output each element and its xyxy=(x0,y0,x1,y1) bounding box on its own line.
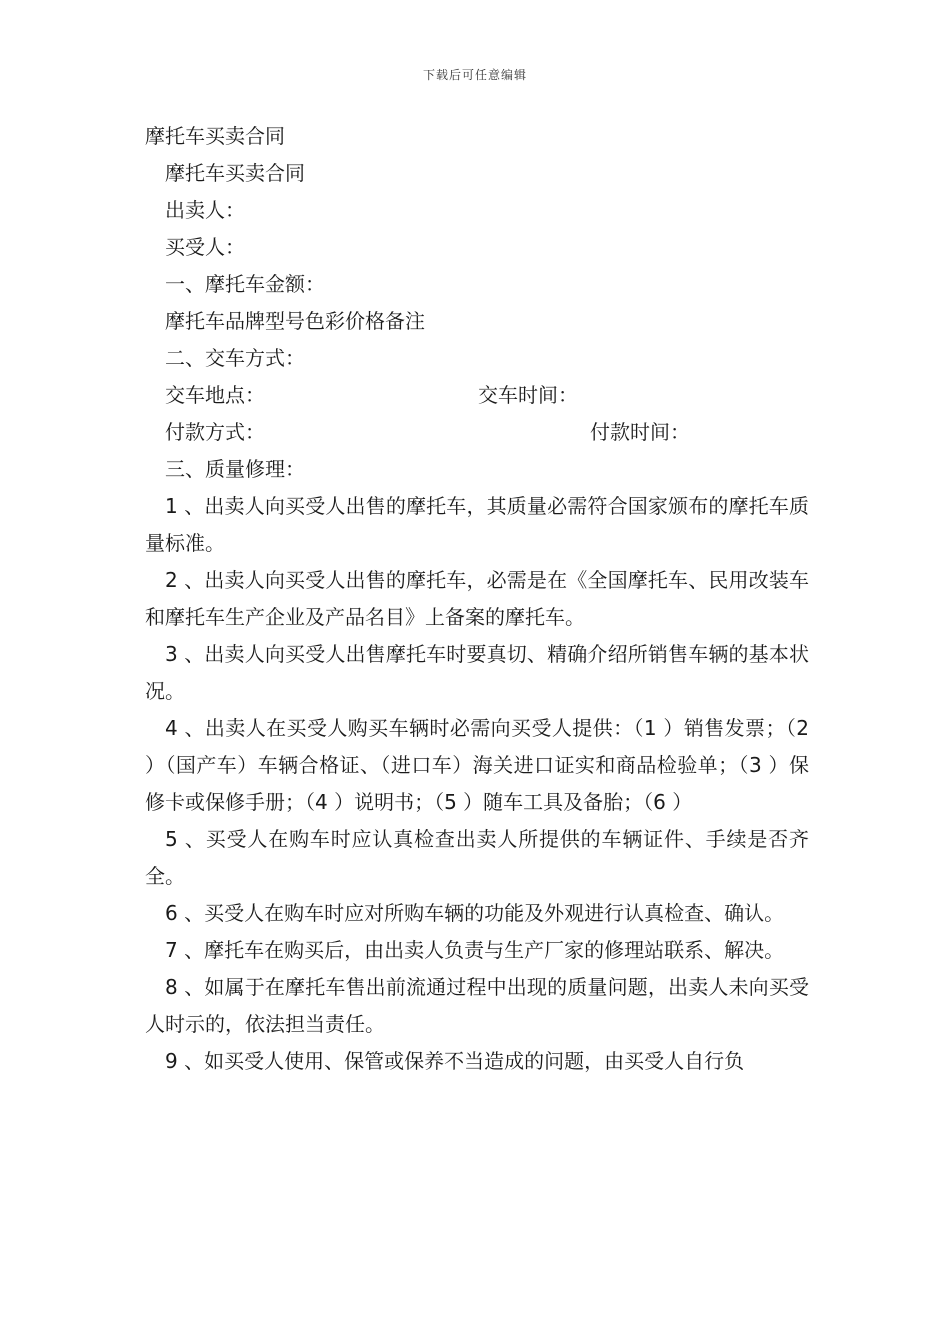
clause-item: 6 、买受人在购车时应对所购车辆的功能及外观进行认真检查、确认。 xyxy=(165,901,785,925)
section1-columns: 摩托车品牌型号色彩价格备注 xyxy=(165,309,425,333)
section1-heading: 一、摩托车金额： xyxy=(165,272,325,296)
section3-heading: 三、质量修理： xyxy=(165,457,305,481)
seller-label: 出卖人： xyxy=(165,198,245,222)
clause-item: 3 、出卖人向买受人出售摩托车时要真切、精确介绍所销售车辆的基本状况。 xyxy=(145,642,809,703)
clause-item: 1 、出卖人向买受人出售的摩托车，其质量必需符合国家颁布的摩托车质量标准。 xyxy=(145,494,809,555)
payment-time-label: 付款时间： xyxy=(590,420,690,444)
payment-row xyxy=(145,414,809,451)
clause-item: 4 、出卖人在买受人购买车辆时必需向买受人提供：（1 ）销售发票；（2 ）（国产车）车辆合格证、（进口车）海关进口证实和商品检验单；（3 ）保修卡或保修手册；（4 ）说明书；（5 ）随车工具及备胎；（6 ） xyxy=(145,716,809,814)
delivery-row xyxy=(145,377,809,414)
clause-item: 8 、如属于在摩托车售出前流通过程中出现的质量问题，出卖人未向买受人时示的，依法担当责任。 xyxy=(145,975,809,1036)
buyer-label: 买受人： xyxy=(165,235,245,259)
payment-method-label: 付款方式： xyxy=(165,420,265,444)
header-note: 下载后可任意编辑 xyxy=(422,68,527,82)
clause-item: 5 、买受人在购车时应认真检查出卖人所提供的车辆证件、手续是否齐全。 xyxy=(145,827,809,888)
section2-heading: 二、交车方式： xyxy=(165,346,305,370)
clause-item: 2 、出卖人向买受人出售的摩托车，必需是在《全国摩托车、民用改装车和摩托车生产企业及产品名目》上备案的摩托车。 xyxy=(145,568,809,629)
document-title: 摩托车买卖合同 xyxy=(145,124,285,148)
delivery-place-label: 交车地点： xyxy=(165,383,265,407)
delivery-time-label: 交车时间： xyxy=(478,383,578,407)
clause-item: 9 、如买受人使用、保管或保养不当造成的问题，由买受人自行负 xyxy=(165,1049,745,1073)
clause-item: 7 、摩托车在购买后，由出卖人负责与生产厂家的修理站联系、解决。 xyxy=(165,938,785,962)
document-subtitle: 摩托车买卖合同 xyxy=(165,161,305,185)
contract-body xyxy=(145,118,809,1080)
